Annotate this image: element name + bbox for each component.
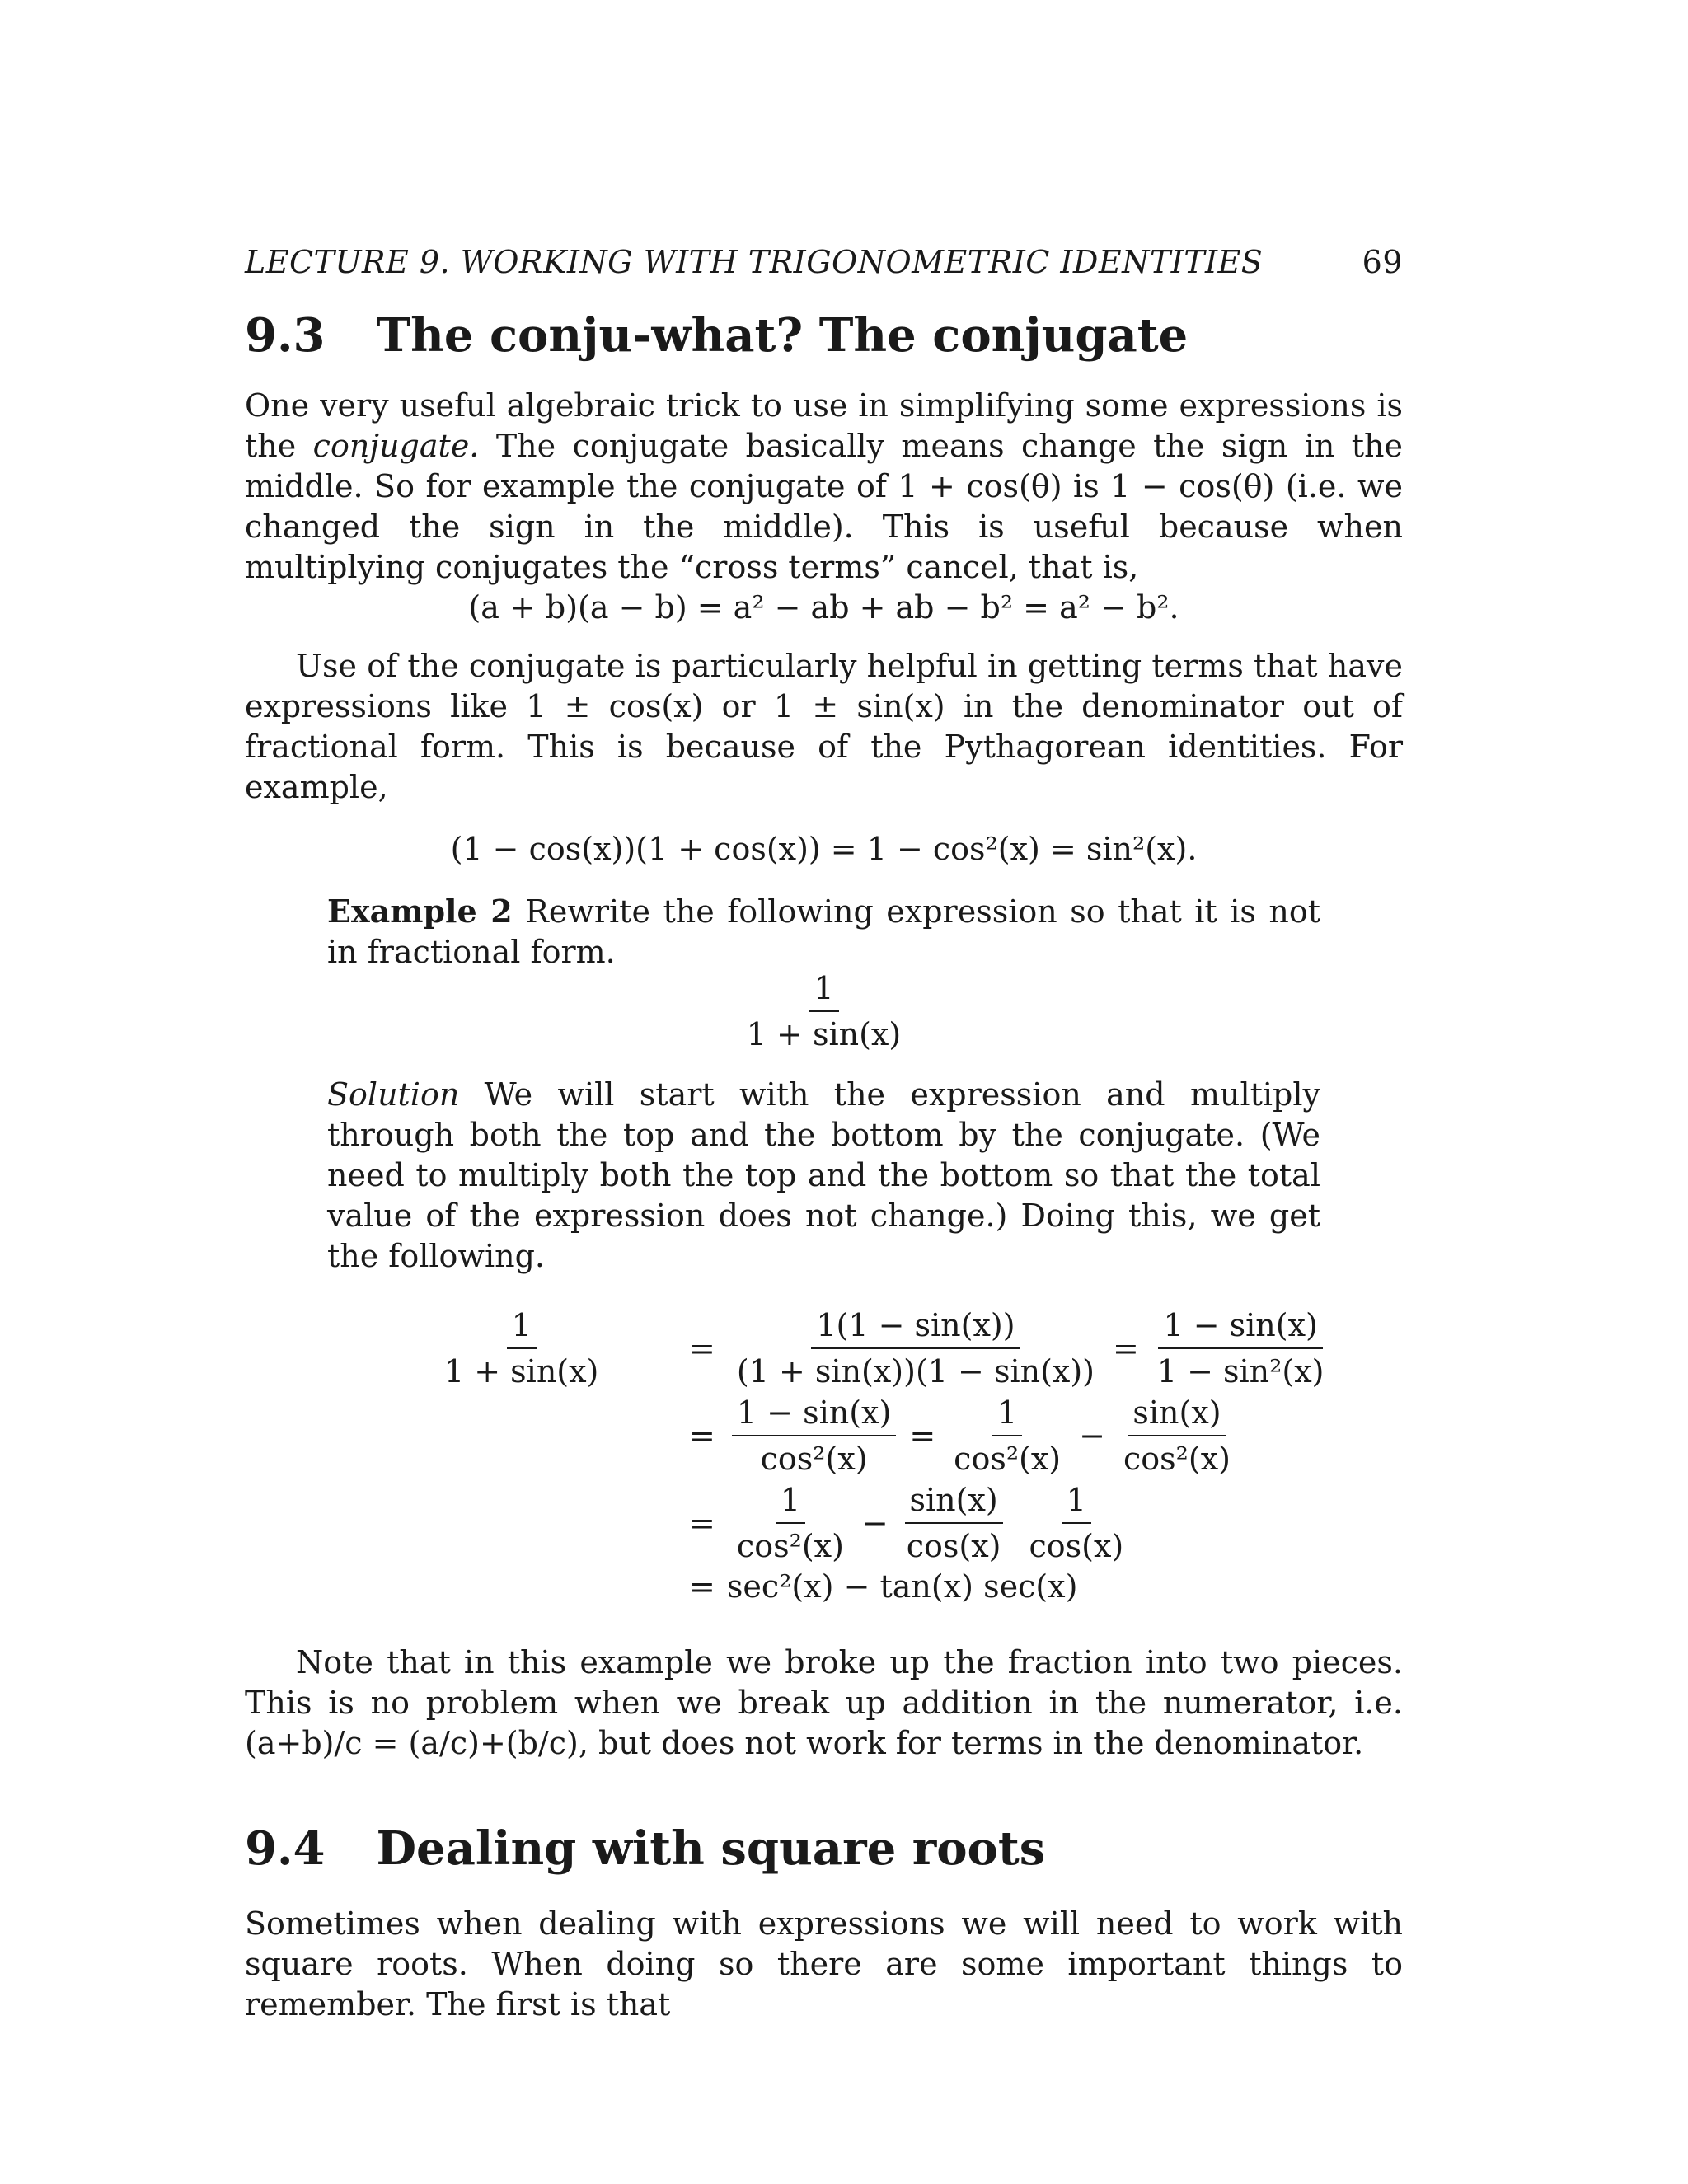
derivation-row-2 xyxy=(727,1394,1403,1478)
solution-text: We will start with the expression and multiply through both the top and the bottom by the conjugate. (We need to multiply both the top and the bottom so that the total value of the expression does not change.) Doing this, we get the following. xyxy=(327,1076,1320,1274)
section-heading-9-4 xyxy=(245,1821,1403,1876)
section-number: 9.3 xyxy=(245,308,326,363)
equation-pythagorean: (1 − cos(x))(1 + cos(x)) = 1 − cos²(x) = sin²(x). xyxy=(450,831,1198,867)
page xyxy=(245,244,1403,2025)
equation-difference-of-squares: (a + b)(a − b) = a² − ab + ab − b² = a² − b². xyxy=(468,589,1179,626)
paragraph-conjugate-usage: Use of the conjugate is particularly helpful in getting terms that have expressions like 1 ± cos(x) or 1 ± sin(x) in the denominator out of fractional form. This is because of the Pythagorean identities. For example, xyxy=(245,648,1403,805)
fraction-numerator: sin(x) xyxy=(1128,1394,1226,1436)
fraction-denominator: 1 − sin²(x) xyxy=(1156,1353,1325,1390)
minus-sign: − xyxy=(1079,1418,1105,1454)
text-run: One very useful algebraic trick to use in simplifying some expressions is the xyxy=(245,387,1403,464)
running-head-title: LECTURE 9. WORKING WITH TRIGONOMETRIC IDENTITIES xyxy=(245,244,1264,280)
derivation-row-3 xyxy=(727,1481,1403,1565)
fraction-numerator: 1 xyxy=(507,1306,537,1349)
example-text: Rewrite the following expression so that it is not in fractional form. xyxy=(327,893,1320,970)
equals-sign: = xyxy=(689,1505,715,1541)
fraction-numerator: 1 xyxy=(809,969,838,1012)
equals-sign: = xyxy=(689,1418,715,1454)
example-block xyxy=(327,891,1320,1277)
section-number: 9.4 xyxy=(245,1821,326,1876)
fraction-denominator: cos²(x) xyxy=(736,1528,844,1564)
fraction-numerator: 1 − sin(x) xyxy=(732,1394,896,1436)
fraction-denominator: cos(x) xyxy=(906,1528,1001,1564)
example-label: Example 2 xyxy=(327,893,513,930)
page-number: 69 xyxy=(1362,244,1403,280)
fraction-numerator: 1 xyxy=(1062,1481,1091,1524)
fraction-denominator: cos²(x) xyxy=(1123,1441,1231,1477)
fraction-denominator: 1 + sin(x) xyxy=(746,1016,902,1052)
paragraph-note: Note that in this example we broke up the fraction into two pieces. This is no problem when we break up addition in the numerator, i.e. (a+b)/c = (a/c)+(b/c), but does not work for terms in the denominator. xyxy=(245,1644,1403,1761)
equals-sign: = xyxy=(1113,1330,1139,1366)
derivation-lhs xyxy=(434,1306,678,1390)
running-head xyxy=(245,244,1403,280)
fraction-denominator: 1 + sin(x) xyxy=(444,1353,599,1390)
text-run: The conjugate basically means change the sign in the middle. So for example the conjugate of 1 + cos(θ) is 1 − cos(θ) (i.e. we changed the sign in the middle). This is useful because when multiplying conjugates the “cross terms” cancel, that is, xyxy=(245,428,1404,585)
fraction-denominator: cos(x) xyxy=(1029,1528,1124,1564)
section-title: The conju-what? The conjugate xyxy=(376,308,1189,363)
equals-sign: = xyxy=(909,1418,936,1454)
fraction-numerator: 1 xyxy=(992,1394,1022,1436)
fraction-denominator: cos²(x) xyxy=(760,1441,868,1477)
fraction-denominator: (1 + sin(x))(1 − sin(x)) xyxy=(736,1353,1095,1390)
equals-sign: = xyxy=(689,1568,715,1605)
solution-statement xyxy=(327,1075,1320,1277)
solution-label: Solution xyxy=(327,1076,460,1113)
paragraph-square-roots: Sometimes when dealing with expressions we will need to work with square roots. When doing so there are some important things to remember. The first is that xyxy=(245,1905,1403,2022)
fraction-numerator: 1 − sin(x) xyxy=(1158,1306,1322,1349)
emphasis-term: conjugate. xyxy=(312,428,480,464)
minus-sign: − xyxy=(861,1505,889,1541)
derivation-row-1 xyxy=(727,1306,1403,1390)
paragraph-conjugate-intro xyxy=(245,386,1403,588)
fraction-numerator: 1(1 − sin(x)) xyxy=(811,1306,1020,1349)
equals-sign: = xyxy=(689,1330,715,1366)
section-title: Dealing with square roots xyxy=(376,1821,1046,1876)
example-statement xyxy=(327,891,1320,972)
fraction-numerator: 1 xyxy=(776,1481,805,1524)
example-fraction xyxy=(327,969,1320,1053)
fraction-denominator: cos²(x) xyxy=(954,1441,1062,1477)
section-heading-9-3 xyxy=(245,308,1403,363)
derivation-aligned xyxy=(434,1306,1403,1605)
fraction-numerator: sin(x) xyxy=(905,1481,1003,1524)
derivation-row-4: sec²(x) − tan(x) sec(x) xyxy=(726,1568,1078,1605)
